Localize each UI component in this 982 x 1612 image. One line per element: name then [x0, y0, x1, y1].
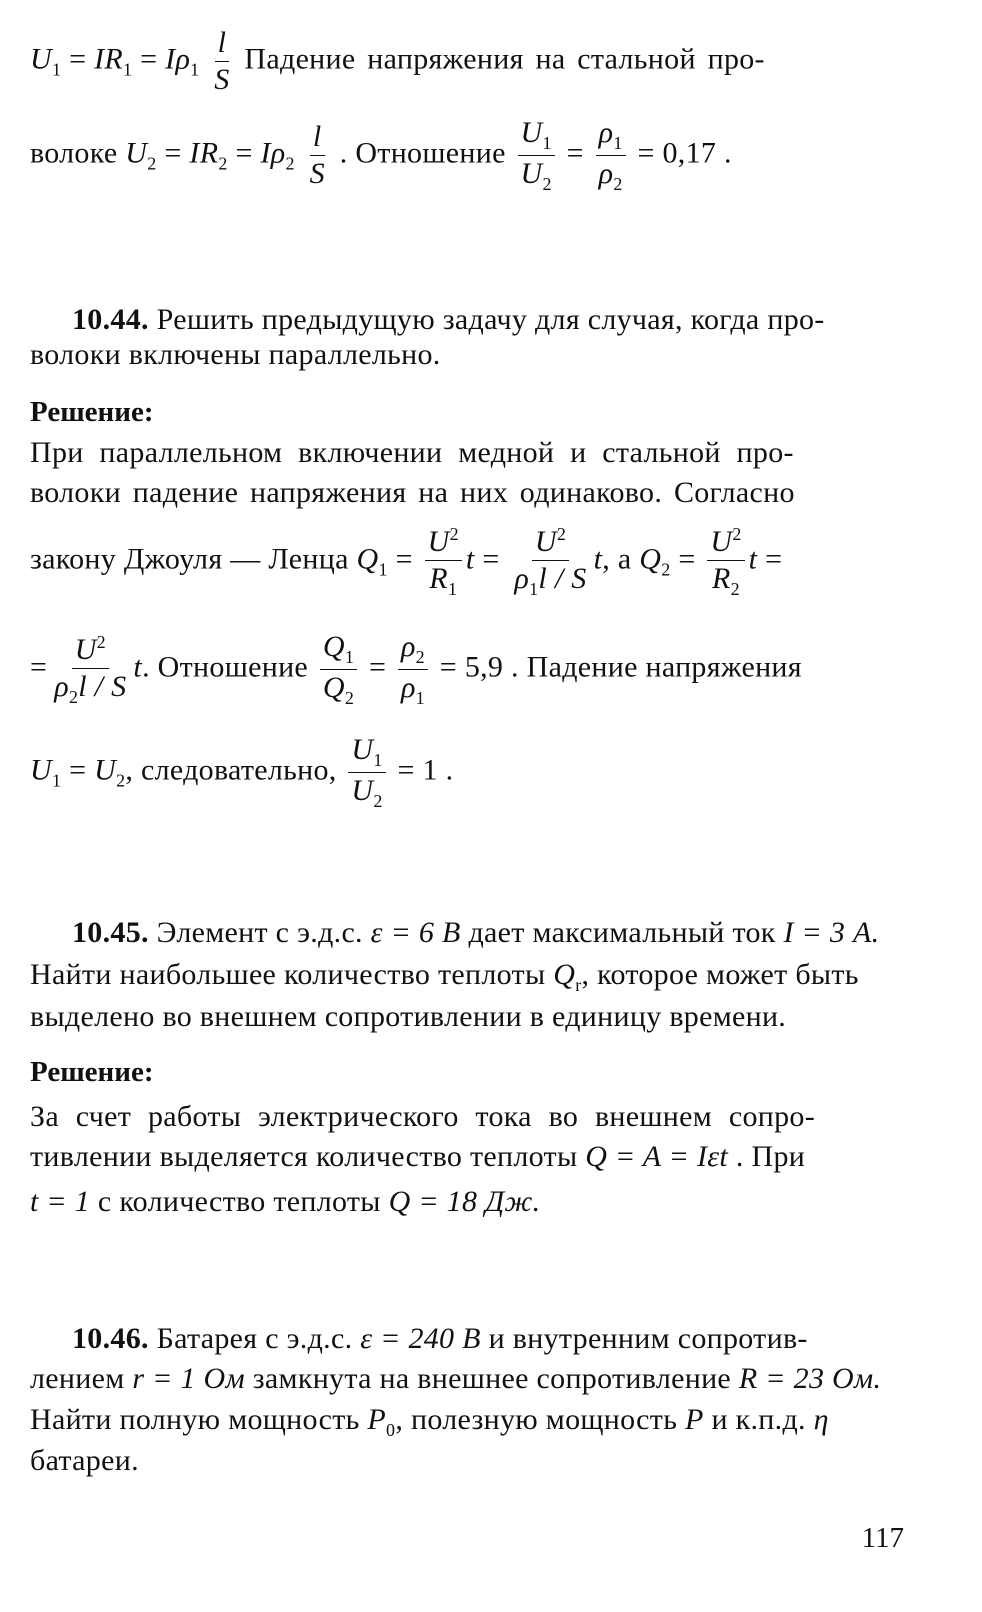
page-number: 117: [861, 1522, 904, 1554]
problem-10-45-line1: 10.45. Элемент с э.д.с. ε = 6 В дает максимальный ток I = 3 А.: [72, 916, 880, 949]
solution-10-44-line4: = $\frac{U^2}{\rho_2l / S}$ t. Отношение $\frac{Q_1}{Q_2}$ = $\frac{\rho_2}{\rho_1}$ = 5,9 . Падение напряжения: [30, 630, 802, 708]
line-text: Падение напряжения на стальной про-: [244, 42, 765, 76]
problem-10-45-line3: выделено во внешнем сопротивлении в единицу времени.: [30, 1000, 787, 1033]
problem-10-45-line2: Найти наибольшее количество теплоты $Q_r$, которое может быть: [30, 958, 859, 995]
problem-number: 10.45.: [72, 916, 149, 949]
solution-10-44-line1: При параллельном включении медной и стальной про-: [30, 436, 794, 469]
problem-10-46-line3: Найти полную мощность $P_0$, полезную мощность P и к.п.д. η: [30, 1403, 829, 1440]
solution-10-45-line3: t = 1 с количество теплоты Q = 18 Дж.: [30, 1185, 541, 1218]
solution-label-10-45: Решение:: [30, 1056, 154, 1088]
problem-number: 10.46.: [72, 1322, 149, 1355]
formula-line-u2: волоке $U_2 = IR_2 = I\rho_2$ $\frac{l}{S}$ . Отношение $\frac{U_1}{U_2}$ = $\frac{\rho_1}{\rho_2}$ = 0,17 .: [30, 116, 732, 194]
problem-10-44-line2: волоки включены параллельно.: [30, 338, 441, 371]
solution-10-44-line2: волоки падение напряжения на них одинаково. Согласно: [30, 476, 795, 509]
problem-10-46-line4: батареи.: [30, 1444, 139, 1477]
solution-10-45-line1: За счет работы электрического тока во внешнем сопро-: [30, 1100, 815, 1133]
problem-number: 10.44.: [72, 303, 149, 336]
solution-10-44-line5: $U_1 = U_2$, следовательно, $\frac{U_1}{U_2}$ = 1 .: [30, 733, 454, 811]
solution-10-45-line2: тивлении выделяется количество теплоты Q = A = Iεt . При: [30, 1140, 806, 1173]
problem-10-46-line2: лением r = 1 Ом замкнута на внешнее сопротивление R = 23 Ом.: [30, 1362, 882, 1395]
solution-10-44-line3: закону Джоуля — Ленца $Q_1$ = $\frac{U^2}{R_1}$ t = $\frac{U^2}{\rho_1l / S}$ t, а $Q_2$ = $\frac{U^2}{R_2}$ t =: [30, 524, 783, 599]
problem-10-46-line1: 10.46. Батарея с э.д.с. ε = 240 В и внутренним сопротив-: [72, 1322, 808, 1355]
problem-10-44-line1: 10.44. Решить предыдущую задачу для случая, когда про-: [72, 303, 825, 336]
solution-label-10-44: Решение:: [30, 396, 154, 428]
formula-line-u1: $U_1 = IR_1 = I\rho_1$ $\frac{l}{S}$ Падение напряжения на стальной про-: [30, 26, 765, 96]
